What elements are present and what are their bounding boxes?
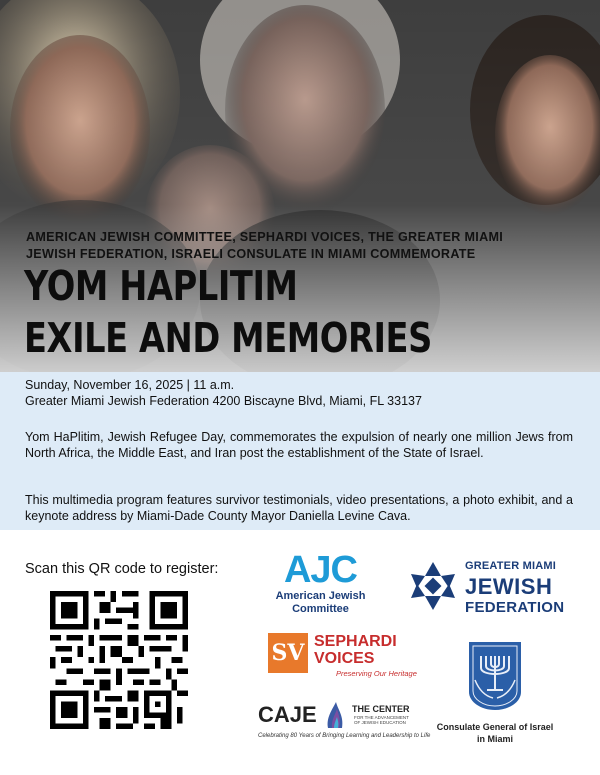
consulate-line-2: in Miami — [476, 734, 513, 744]
caje-flame-icon — [324, 700, 346, 730]
sponsor-line-2: JEWISH FEDERATION, ISRAELI CONSULATE IN MIAMI COMMEMORATE — [26, 247, 476, 261]
consulate-line-1: Consulate General of Israel — [436, 722, 554, 732]
hero-photo — [0, 0, 600, 372]
qr-code-icon[interactable] — [50, 591, 188, 729]
register-label: Scan this QR code to register: — [25, 561, 219, 577]
sephardi-voices-badge: SV — [268, 633, 308, 673]
federation-line-1: GREATER MIAMI — [465, 560, 557, 572]
greater-miami-federation-logo — [405, 556, 575, 618]
caje-tagline: Celebrating 80 Years of Bringing Learning and Leadership to Life — [258, 733, 431, 739]
ajc-mark: AJC — [283, 549, 358, 591]
caje-word: CAJE — [258, 702, 317, 727]
sephardi-tagline: Preserving Our Heritage — [336, 669, 417, 678]
event-info-band — [0, 372, 600, 530]
caje-center: THE CENTER — [352, 704, 410, 714]
title-line-1: YOM HAPLITIM — [24, 262, 298, 310]
caje-logo — [258, 700, 431, 744]
ajc-logo — [268, 550, 373, 616]
sponsor-heading — [26, 229, 536, 263]
event-venue: Greater Miami Jewish Federation 4200 Biscayne Blvd, Miami, FL 33137 — [25, 394, 422, 408]
consulate-logo — [430, 640, 560, 745]
federation-star-icon — [405, 558, 461, 614]
caje-subtitle: FOR THE ADVANCEMENT OF JEWISH EDUCATION — [354, 715, 409, 725]
ajc-name-line-2: Committee — [292, 603, 349, 615]
federation-line-3: FEDERATION — [465, 599, 565, 616]
sephardi-voices-logo — [268, 633, 417, 678]
event-date-time: Sunday, November 16, 2025 | 11 a.m. — [25, 378, 235, 392]
sephardi-line-1: SEPHARDI — [314, 633, 397, 650]
ajc-name-line-1: American Jewish — [275, 590, 366, 602]
title-line-2: EXILE AND MEMORIES — [24, 314, 432, 362]
event-description: Yom HaPlitim, Jewish Refugee Day, commemorates the expulsion of nearly one million Jews from North Africa, the Middle East, and Iran post the establishment of the State of Israel. — [25, 430, 573, 460]
menorah-emblem-icon — [465, 640, 525, 712]
event-program: This multimedia program features survivor testimonials, video presentations, a photo exhibit, and a keynote address by Miami-Dade County Mayor Daniella Levine Cava. — [25, 493, 573, 523]
sephardi-line-2: VOICES — [314, 650, 375, 667]
sponsor-line-1: AMERICAN JEWISH COMMITTEE, SEPHARDI VOICES, THE GREATER MIAMI — [26, 230, 504, 244]
federation-line-2: JEWISH — [465, 574, 553, 599]
